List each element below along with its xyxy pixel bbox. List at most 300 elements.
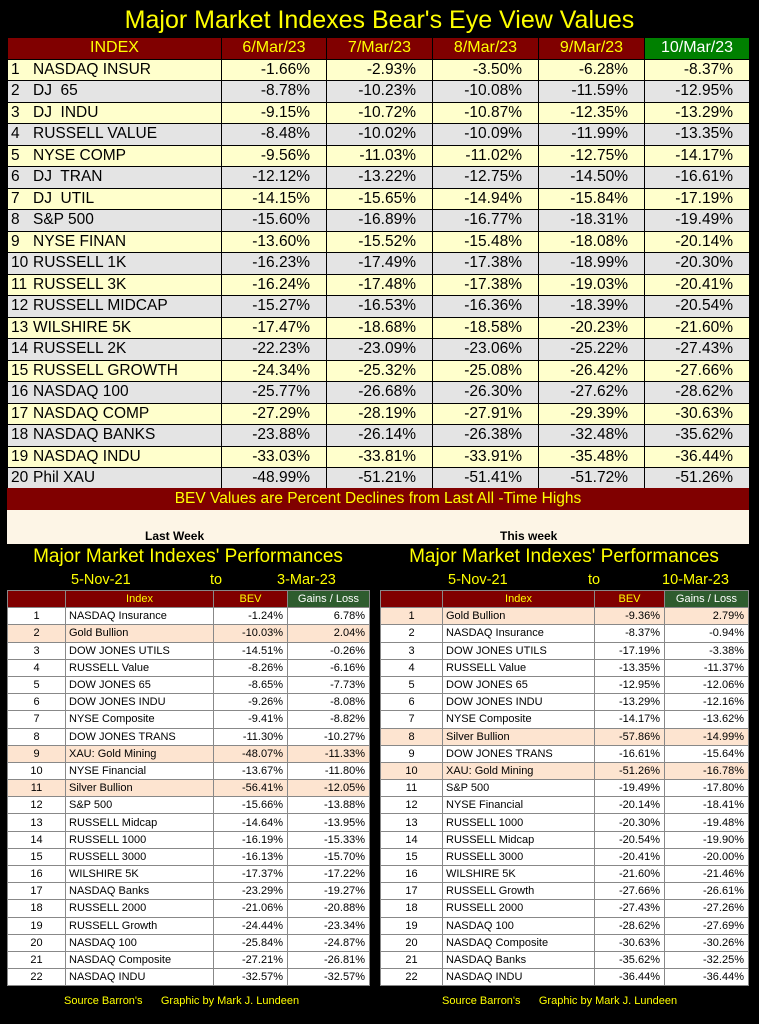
row-gain-loss: -24.87%	[288, 934, 370, 951]
bev-footer-note: BEV Values are Percent Declines from Last All -Time Highs	[7, 488, 749, 510]
row-rank: 12	[11, 297, 29, 315]
row-bev-value: -12.95%	[645, 81, 750, 103]
row-gain-loss: -16.78%	[665, 762, 749, 779]
row-bev-value: -16.13%	[214, 848, 288, 865]
row-index-name: DOW JONES 65	[443, 676, 595, 693]
table-row	[381, 883, 749, 900]
row-bev-value: -1.66%	[222, 59, 327, 81]
row-index-cell	[8, 403, 222, 425]
row-bev-value: -22.23%	[222, 339, 327, 361]
row-bev-value: -17.38%	[433, 274, 539, 296]
row-gain-loss: -12.16%	[665, 694, 749, 711]
row-bev-value: -8.37%	[595, 625, 665, 642]
table-row	[8, 468, 750, 490]
row-bev-value: -19.49%	[595, 780, 665, 797]
row-rank: 9	[11, 232, 20, 250]
row-rank: 7	[11, 189, 20, 207]
row-bev-value: -8.37%	[645, 59, 750, 81]
table-row	[8, 883, 370, 900]
row-bev-value: -57.86%	[595, 728, 665, 745]
row-rank: 22	[381, 969, 443, 986]
row-index-name: WILSHIRE 5K	[66, 866, 214, 883]
row-rank: 4	[381, 659, 443, 676]
table-row	[381, 608, 749, 625]
row-rank: 6	[11, 168, 20, 186]
row-bev-value: -14.94%	[433, 188, 539, 210]
row-index-name: RUSSELL Value	[443, 659, 595, 676]
row-rank: 3	[381, 642, 443, 659]
row-gain-loss: -32.25%	[665, 951, 749, 968]
table-row	[8, 625, 370, 642]
date-to-word: to	[588, 572, 601, 588]
table-row	[381, 728, 749, 745]
row-bev-value: -23.29%	[214, 883, 288, 900]
row-index-name: RUSSELL 1000	[443, 814, 595, 831]
row-index-name: NASDAQ INDU	[33, 447, 141, 465]
table-row	[381, 780, 749, 797]
table-row	[8, 676, 370, 693]
perf-header-bev: BEV	[595, 591, 665, 608]
row-rank: 15	[381, 848, 443, 865]
table-row	[8, 900, 370, 917]
table-row	[8, 951, 370, 968]
row-rank: 15	[11, 361, 29, 379]
perf-header-bev: BEV	[214, 591, 288, 608]
row-rank: 16	[11, 383, 29, 401]
row-index-cell	[8, 124, 222, 146]
row-bev-value: -13.22%	[327, 167, 433, 189]
table-row	[381, 951, 749, 968]
row-bev-value: -17.49%	[327, 253, 433, 275]
bev-header-index: INDEX	[8, 38, 222, 60]
row-bev-value: -16.61%	[645, 167, 750, 189]
table-row	[8, 188, 750, 210]
row-rank: 8	[381, 728, 443, 745]
row-index-cell	[8, 59, 222, 81]
row-bev-value: -29.39%	[539, 403, 645, 425]
table-row	[8, 848, 370, 865]
row-index-name: NASDAQ Composite	[443, 934, 595, 951]
row-bev-value: -18.99%	[539, 253, 645, 275]
row-rank: 18	[11, 426, 29, 444]
table-row	[8, 296, 750, 318]
row-gain-loss: -19.48%	[665, 814, 749, 831]
row-bev-value: -18.58%	[433, 317, 539, 339]
row-index-name: DJ INDU	[33, 103, 99, 121]
row-index-name: RUSSELL 1000	[66, 831, 214, 848]
row-bev-value: -8.48%	[222, 124, 327, 146]
row-bev-value: -10.87%	[433, 102, 539, 124]
row-index-cell	[8, 274, 222, 296]
table-row	[381, 762, 749, 779]
row-rank: 1	[8, 608, 66, 625]
row-rank: 13	[381, 814, 443, 831]
perf-header-rank	[8, 591, 66, 608]
table-row	[8, 382, 750, 404]
row-index-name: RUSSELL 3K	[33, 275, 127, 293]
row-gain-loss: -19.27%	[288, 883, 370, 900]
perf-header-row	[8, 591, 370, 608]
row-bev-value: -9.26%	[214, 694, 288, 711]
row-bev-value: -8.26%	[214, 659, 288, 676]
row-bev-value: -20.30%	[595, 814, 665, 831]
row-index-name: RUSSELL 2000	[66, 900, 214, 917]
row-rank: 20	[381, 934, 443, 951]
row-index-name: RUSSELL Growth	[443, 883, 595, 900]
row-gain-loss: -12.05%	[288, 780, 370, 797]
row-index-cell	[8, 382, 222, 404]
row-bev-value: -27.62%	[539, 382, 645, 404]
row-rank: 5	[381, 676, 443, 693]
row-bev-value: -16.23%	[222, 253, 327, 275]
row-rank: 6	[8, 694, 66, 711]
row-rank: 17	[381, 883, 443, 900]
row-rank: 8	[11, 211, 20, 229]
row-bev-value: -13.67%	[214, 762, 288, 779]
row-bev-value: -30.63%	[645, 403, 750, 425]
row-index-name: NASDAQ Insurance	[443, 625, 595, 642]
row-rank: 4	[8, 659, 66, 676]
table-row	[8, 81, 750, 103]
row-index-cell	[8, 81, 222, 103]
table-row	[8, 403, 750, 425]
row-rank: 3	[8, 642, 66, 659]
row-bev-value: -25.84%	[214, 934, 288, 951]
row-index-cell	[8, 339, 222, 361]
row-rank: 14	[381, 831, 443, 848]
bev-table-body	[8, 59, 750, 489]
date-to: 3-Mar-23	[277, 572, 336, 588]
table-row	[8, 339, 750, 361]
row-rank: 7	[381, 711, 443, 728]
row-index-name: RUSSELL VALUE	[33, 125, 158, 143]
row-bev-value: -33.81%	[327, 446, 433, 468]
row-bev-value: -17.19%	[645, 188, 750, 210]
table-row	[8, 360, 750, 382]
row-bev-value: -14.17%	[645, 145, 750, 167]
row-index-name: NYSE Financial	[443, 797, 595, 814]
row-index-name: NASDAQ INDU	[443, 969, 595, 986]
row-bev-value: -16.53%	[327, 296, 433, 318]
row-bev-value: -20.14%	[595, 797, 665, 814]
row-index-name: DJ UTIL	[33, 189, 95, 207]
table-row	[8, 253, 750, 275]
row-bev-value: -16.89%	[327, 210, 433, 232]
row-index-name: DOW JONES INDU	[66, 694, 214, 711]
row-rank: 17	[8, 883, 66, 900]
row-bev-value: -8.65%	[214, 676, 288, 693]
date-from: 5-Nov-21	[71, 572, 131, 588]
last-week-table-body	[8, 608, 370, 986]
row-gain-loss: -7.73%	[288, 676, 370, 693]
row-gain-loss: -15.64%	[665, 745, 749, 762]
row-index-name: RUSSELL Midcap	[66, 814, 214, 831]
row-rank: 20	[8, 934, 66, 951]
row-bev-value: -11.59%	[539, 81, 645, 103]
table-row	[8, 934, 370, 951]
row-bev-value: -48.07%	[214, 745, 288, 762]
table-row	[8, 969, 370, 986]
row-index-name: NASDAQ 100	[443, 917, 595, 934]
row-gain-loss: -13.62%	[665, 711, 749, 728]
table-row	[381, 659, 749, 676]
row-rank: 5	[11, 146, 20, 164]
row-index-name: NASDAQ INSUR	[33, 60, 151, 78]
table-row	[8, 231, 750, 253]
row-bev-value: -23.09%	[327, 339, 433, 361]
row-index-name: RUSSELL GROWTH	[33, 361, 178, 379]
table-row	[8, 59, 750, 81]
row-bev-value: -14.51%	[214, 642, 288, 659]
credit-text: Graphic by Mark J. Lundeen	[538, 995, 678, 1007]
row-index-name: RUSSELL 3000	[66, 848, 214, 865]
row-gain-loss: -15.33%	[288, 831, 370, 848]
row-bev-value: -6.28%	[539, 59, 645, 81]
row-bev-value: -51.21%	[327, 468, 433, 490]
row-bev-value: -13.29%	[645, 102, 750, 124]
row-index-name: WILSHIRE 5K	[443, 866, 595, 883]
table-row	[381, 900, 749, 917]
row-index-name: RUSSELL Growth	[66, 917, 214, 934]
row-bev-value: -15.66%	[214, 797, 288, 814]
row-bev-value: -10.09%	[433, 124, 539, 146]
row-rank: 12	[8, 797, 66, 814]
row-bev-value: -16.19%	[214, 831, 288, 848]
row-gain-loss: -11.80%	[288, 762, 370, 779]
row-bev-value: -10.23%	[327, 81, 433, 103]
row-bev-value: -27.43%	[645, 339, 750, 361]
table-row	[8, 780, 370, 797]
row-bev-value: -27.91%	[433, 403, 539, 425]
row-bev-value: -20.23%	[539, 317, 645, 339]
row-index-name: DOW JONES 65	[66, 676, 214, 693]
table-row	[8, 210, 750, 232]
row-index-cell	[8, 468, 222, 490]
row-bev-value: -16.61%	[595, 745, 665, 762]
row-bev-value: -51.26%	[645, 468, 750, 490]
row-gain-loss: -17.80%	[665, 780, 749, 797]
row-bev-value: -27.43%	[595, 900, 665, 917]
table-row	[381, 745, 749, 762]
row-bev-value: -10.72%	[327, 102, 433, 124]
row-gain-loss: -23.34%	[288, 917, 370, 934]
row-bev-value: -15.65%	[327, 188, 433, 210]
row-bev-value: -19.03%	[539, 274, 645, 296]
row-rank: 9	[381, 745, 443, 762]
row-index-name: DJ 65	[33, 82, 78, 100]
row-bev-value: -35.48%	[539, 446, 645, 468]
row-gain-loss: -19.90%	[665, 831, 749, 848]
table-row	[381, 694, 749, 711]
row-rank: 16	[381, 866, 443, 883]
perf-header-gains: Gains / Loss	[288, 591, 370, 608]
row-bev-value: -25.22%	[539, 339, 645, 361]
row-index-name: NASDAQ COMP	[33, 404, 150, 422]
row-index-name: DOW JONES UTILS	[66, 642, 214, 659]
row-index-name: NASDAQ Insurance	[66, 608, 214, 625]
row-bev-value: -56.41%	[214, 780, 288, 797]
table-row	[381, 814, 749, 831]
table-row	[8, 317, 750, 339]
row-bev-value: -27.66%	[595, 883, 665, 900]
row-gain-loss: -14.99%	[665, 728, 749, 745]
row-gain-loss: -10.27%	[288, 728, 370, 745]
row-index-name: DOW JONES TRANS	[66, 728, 214, 745]
row-index-name: Gold Bullion	[66, 625, 214, 642]
row-index-cell	[8, 296, 222, 318]
row-bev-value: -20.54%	[645, 296, 750, 318]
row-rank: 16	[8, 866, 66, 883]
row-gain-loss: -26.81%	[288, 951, 370, 968]
row-bev-value: -10.03%	[214, 625, 288, 642]
row-bev-value: -19.49%	[645, 210, 750, 232]
row-bev-value: -48.99%	[222, 468, 327, 490]
row-index-name: RUSSELL Midcap	[443, 831, 595, 848]
row-bev-value: -51.26%	[595, 762, 665, 779]
row-bev-value: -16.36%	[433, 296, 539, 318]
week-label-strip	[7, 510, 749, 544]
row-bev-value: -20.41%	[595, 848, 665, 865]
row-bev-value: -9.15%	[222, 102, 327, 124]
row-bev-value: -30.63%	[595, 934, 665, 951]
row-index-cell	[8, 188, 222, 210]
row-bev-value: -21.60%	[645, 317, 750, 339]
row-bev-value: -17.19%	[595, 642, 665, 659]
credit-text: Graphic by Mark J. Lundeen	[160, 995, 300, 1007]
row-bev-value: -23.06%	[433, 339, 539, 361]
row-rank: 18	[8, 900, 66, 917]
table-row	[8, 694, 370, 711]
row-bev-value: -12.75%	[433, 167, 539, 189]
bev-header-row	[8, 38, 750, 60]
row-rank: 11	[8, 780, 66, 797]
table-row	[381, 866, 749, 883]
date-to: 10-Mar-23	[662, 572, 729, 588]
source-text: Source Barron's	[442, 995, 521, 1007]
row-gain-loss: -0.94%	[665, 625, 749, 642]
row-index-name: Phil XAU	[33, 469, 96, 487]
row-bev-value: -15.27%	[222, 296, 327, 318]
row-bev-value: -26.30%	[433, 382, 539, 404]
table-row	[8, 274, 750, 296]
table-row	[8, 145, 750, 167]
bev-header-date: 6/Mar/23	[222, 38, 327, 60]
row-index-name: NASDAQ Banks	[66, 883, 214, 900]
row-bev-value: -2.93%	[327, 59, 433, 81]
table-row	[8, 797, 370, 814]
row-gain-loss: -8.08%	[288, 694, 370, 711]
row-index-name: Gold Bullion	[443, 608, 595, 625]
row-index-name: NYSE Composite	[443, 711, 595, 728]
row-index-name: DJ TRAN	[33, 168, 103, 186]
row-bev-value: -8.78%	[222, 81, 327, 103]
row-bev-value: -23.88%	[222, 425, 327, 447]
row-bev-value: -14.17%	[595, 711, 665, 728]
row-bev-value: -11.02%	[433, 145, 539, 167]
row-bev-value: -18.08%	[539, 231, 645, 253]
row-bev-value: -15.84%	[539, 188, 645, 210]
table-row	[381, 797, 749, 814]
row-rank: 14	[11, 340, 29, 358]
page-title: Major Market Indexes Bear's Eye View Values	[124, 6, 635, 34]
row-bev-value: -15.60%	[222, 210, 327, 232]
row-index-name: S&P 500	[33, 211, 94, 229]
row-bev-value: -33.03%	[222, 446, 327, 468]
row-bev-value: -26.42%	[539, 360, 645, 382]
row-bev-value: -28.62%	[595, 917, 665, 934]
table-row	[381, 642, 749, 659]
row-rank: 18	[381, 900, 443, 917]
row-index-cell	[8, 145, 222, 167]
row-index-name: NASDAQ BANKS	[33, 426, 156, 444]
row-gain-loss: 6.78%	[288, 608, 370, 625]
row-bev-value: -13.29%	[595, 694, 665, 711]
row-rank: 12	[381, 797, 443, 814]
row-bev-value: -32.57%	[214, 969, 288, 986]
this-week-panel	[380, 544, 748, 986]
row-bev-value: -20.30%	[645, 253, 750, 275]
row-index-name: XAU: Gold Mining	[443, 762, 595, 779]
row-index-name: NYSE Financial	[66, 762, 214, 779]
row-rank: 10	[381, 762, 443, 779]
row-bev-value: -1.24%	[214, 608, 288, 625]
row-bev-value: -25.77%	[222, 382, 327, 404]
row-bev-value: -33.91%	[433, 446, 539, 468]
row-index-cell	[8, 231, 222, 253]
row-index-cell	[8, 167, 222, 189]
perf-header-index: Index	[443, 591, 595, 608]
bev-header-date: 7/Mar/23	[327, 38, 433, 60]
row-index-name: NASDAQ Banks	[443, 951, 595, 968]
row-bev-value: -9.36%	[595, 608, 665, 625]
row-index-name: Silver Bullion	[443, 728, 595, 745]
row-index-name: NASDAQ 100	[33, 383, 129, 401]
row-gain-loss: -12.06%	[665, 676, 749, 693]
row-index-cell	[8, 317, 222, 339]
table-row	[8, 167, 750, 189]
row-bev-value: -9.41%	[214, 711, 288, 728]
table-row	[8, 762, 370, 779]
row-bev-value: -26.38%	[433, 425, 539, 447]
row-bev-value: -25.08%	[433, 360, 539, 382]
row-bev-value: -16.77%	[433, 210, 539, 232]
row-rank: 7	[8, 711, 66, 728]
row-index-name: DOW JONES UTILS	[443, 642, 595, 659]
table-row	[8, 728, 370, 745]
row-bev-value: -17.38%	[433, 253, 539, 275]
row-bev-value: -28.62%	[645, 382, 750, 404]
row-bev-value: -18.39%	[539, 296, 645, 318]
row-rank: 19	[11, 447, 29, 465]
row-bev-value: -24.34%	[222, 360, 327, 382]
row-rank: 10	[11, 254, 29, 272]
row-bev-value: -32.48%	[539, 425, 645, 447]
table-row	[8, 642, 370, 659]
table-row	[8, 745, 370, 762]
row-gain-loss: -11.33%	[288, 745, 370, 762]
row-bev-value: -13.35%	[595, 659, 665, 676]
bev-header-date: 9/Mar/23	[539, 38, 645, 60]
row-bev-value: -36.44%	[595, 969, 665, 986]
row-rank: 11	[11, 275, 28, 293]
table-row	[381, 711, 749, 728]
row-index-name: NYSE FINAN	[33, 232, 127, 250]
row-rank: 10	[8, 762, 66, 779]
this-week-label: This week	[500, 529, 558, 543]
row-index-name: DOW JONES INDU	[443, 694, 595, 711]
table-row	[8, 866, 370, 883]
row-bev-value: -11.30%	[214, 728, 288, 745]
